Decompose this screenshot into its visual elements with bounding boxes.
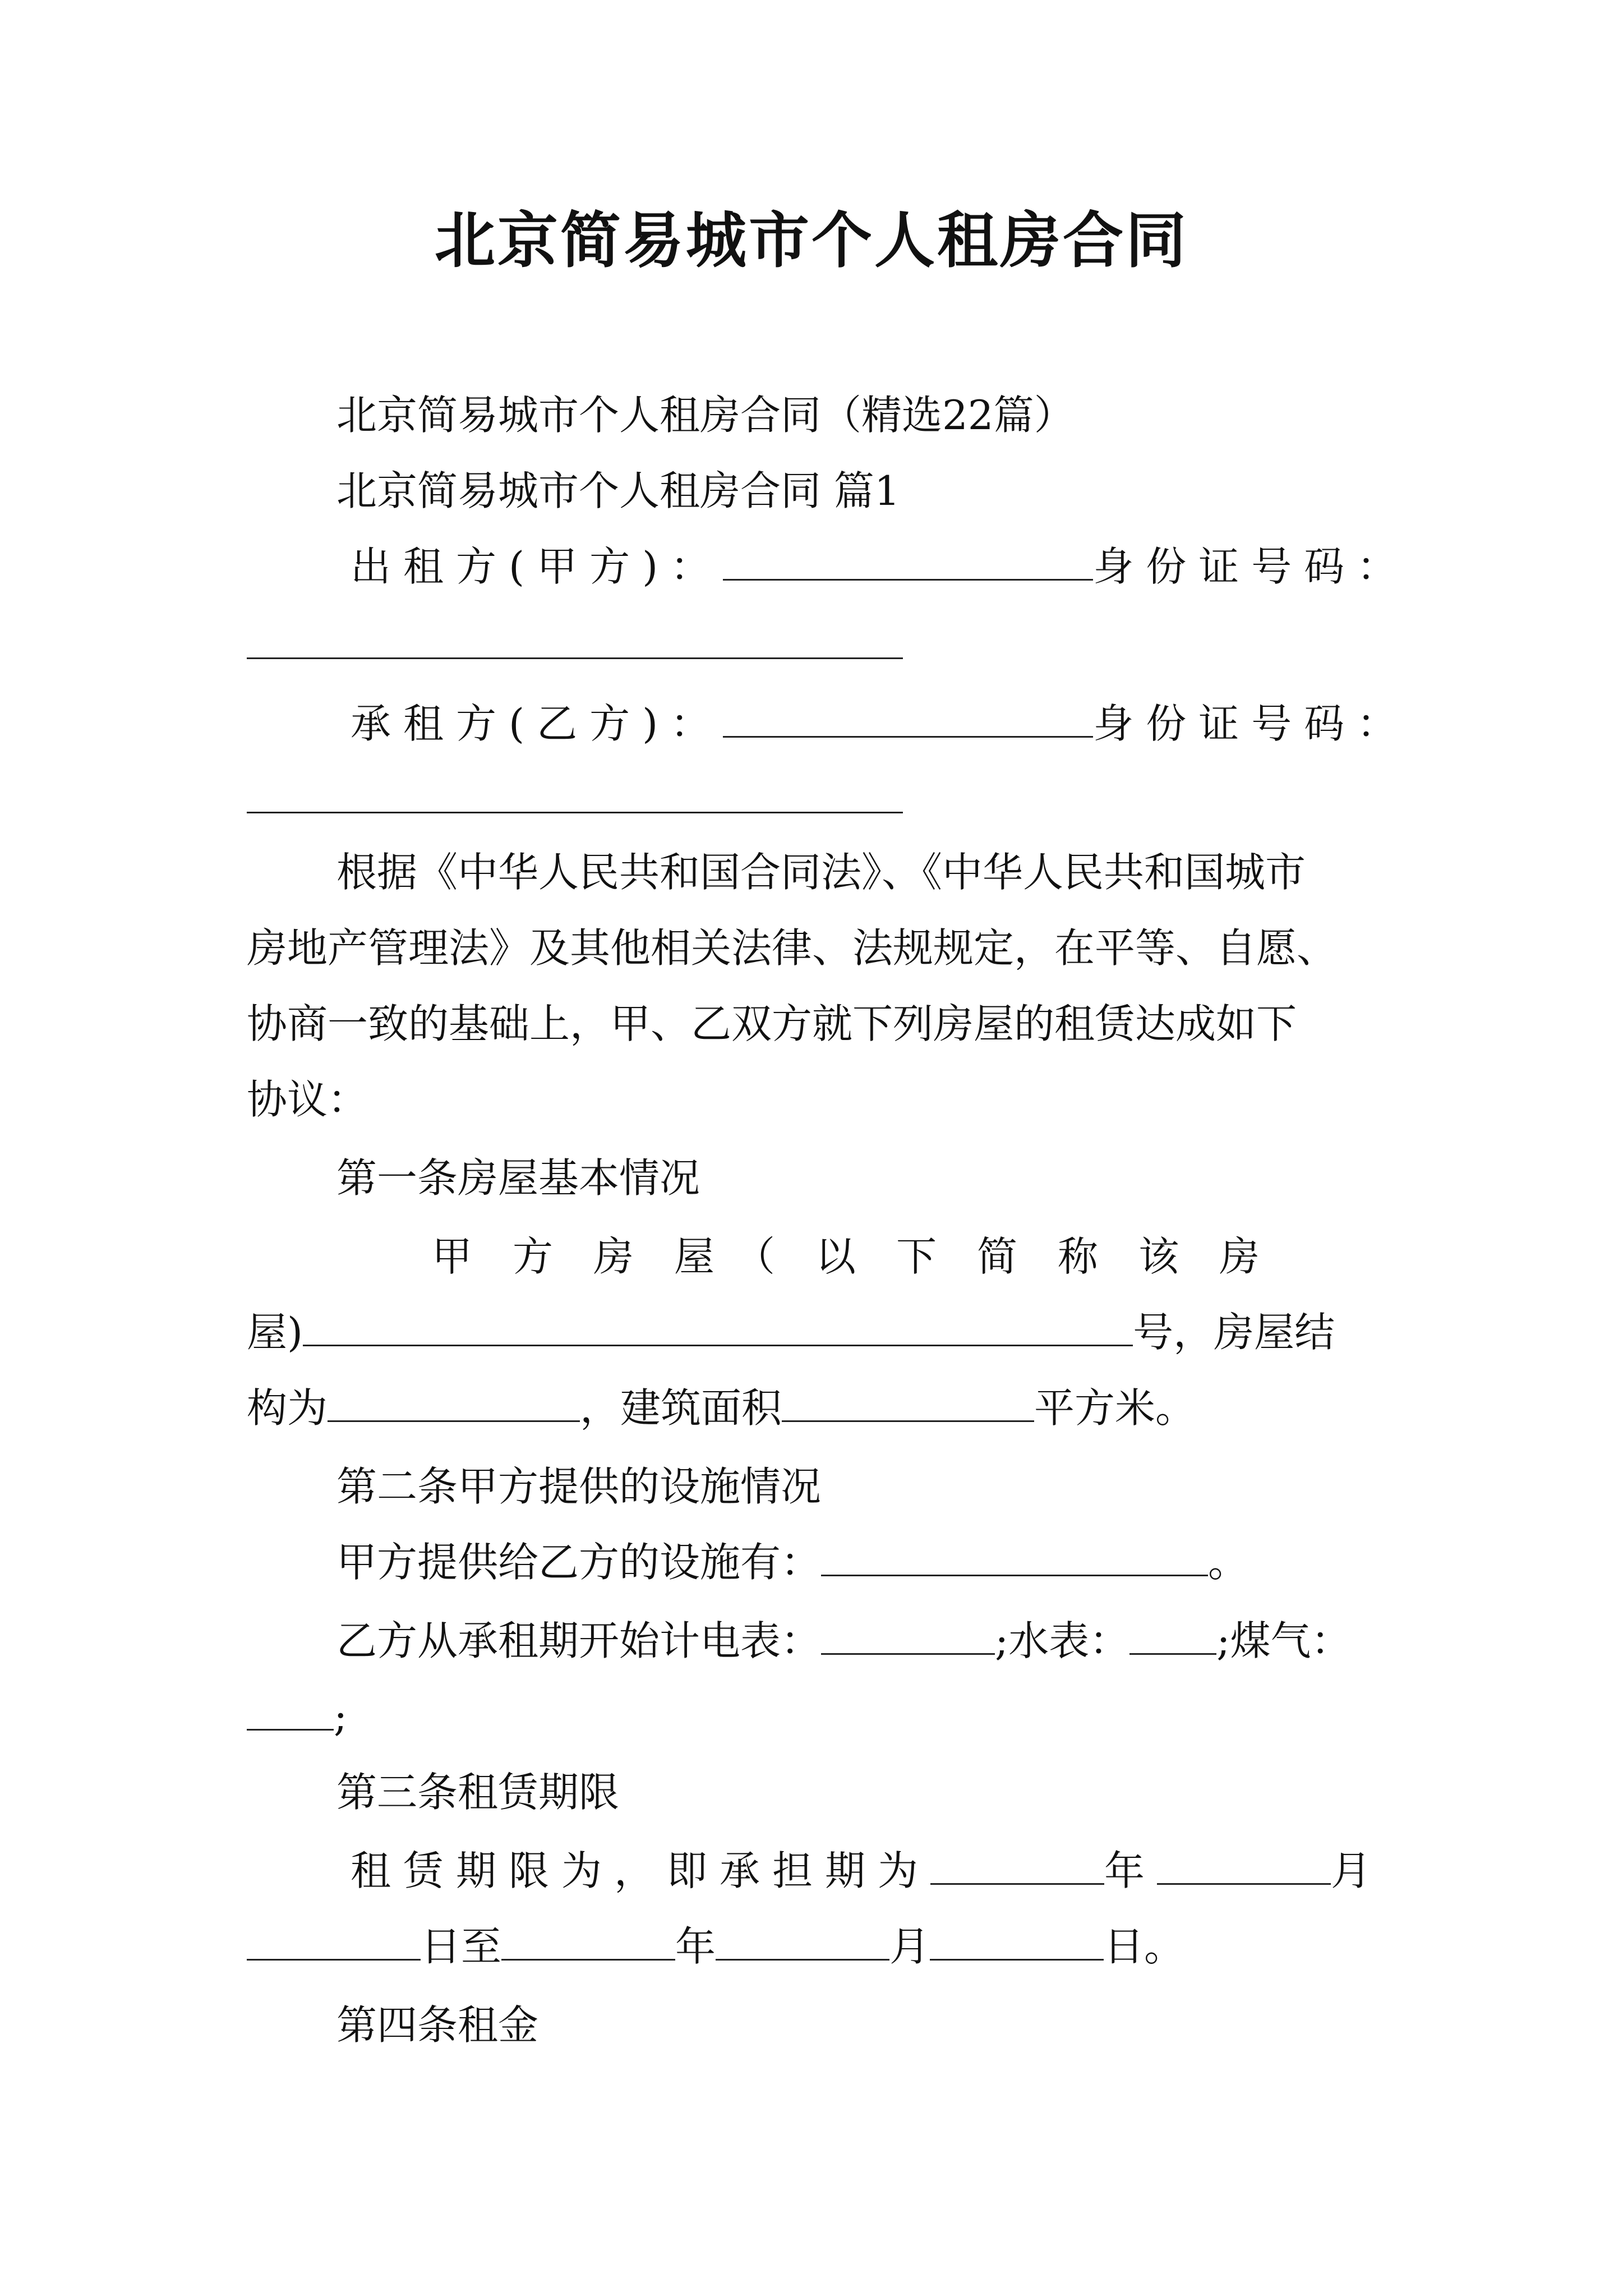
end-month-blank <box>716 1922 889 1961</box>
preamble-line-1: 根据《中华人民共和国合同法》、《中华人民共和国城市 <box>336 849 1306 896</box>
facilities-end: 。 <box>1208 1539 1249 1586</box>
article-2-line-3 <box>247 1688 347 1745</box>
article-3-line-1 <box>351 1843 1384 1899</box>
start-year-blank <box>930 1846 1104 1885</box>
start-year-label: 年 <box>1104 1847 1158 1894</box>
start-day-label: 日至 <box>421 1923 502 1970</box>
article-1-line-2 <box>247 1304 1335 1360</box>
structure-label: 构为 <box>247 1384 328 1432</box>
article-1-line-3 <box>247 1380 1196 1436</box>
party-a-id-row <box>247 617 903 673</box>
party-b-id-row <box>247 771 903 827</box>
end-day-blank <box>930 1922 1104 1961</box>
article-4-title: 第四条租金 <box>336 2001 539 2049</box>
article-1-suffix: 号，房屋结 <box>1133 1309 1335 1356</box>
subtitle: 北京简易城市个人租房合同（精选22篇） <box>336 392 1075 439</box>
end-month-label: 月 <box>889 1923 930 1970</box>
party-b-row <box>351 696 1409 752</box>
area-unit: 平方米。 <box>1034 1384 1196 1432</box>
party-b-label: 承租方(乙方)： <box>351 700 723 747</box>
party-b-id-blank <box>247 775 903 813</box>
article-3-line-2 <box>247 1918 1184 1975</box>
address-blank <box>303 1308 1133 1346</box>
party-a-row <box>351 539 1409 595</box>
facilities-blank <box>821 1538 1208 1576</box>
water-blank <box>1129 1616 1216 1655</box>
article-3-title: 第三条租赁期限 <box>336 1769 620 1816</box>
electric-blank <box>821 1616 995 1655</box>
party-b-blank <box>723 699 1093 738</box>
gas-blank <box>247 1692 334 1731</box>
chapter-heading: 北京简易城市个人租房合同 篇1 <box>336 467 900 514</box>
facilities-label: 甲方提供给乙方的设施有： <box>336 1539 822 1586</box>
end-year-blank <box>501 1922 675 1961</box>
term-label: 租赁期限为，即承担期为 <box>351 1847 931 1894</box>
party-a-id-label: 身份证号码： <box>1093 543 1410 590</box>
article-1-line-1: 甲 方 房 屋 （ 以 下 简 称 该 房 <box>432 1233 1260 1280</box>
party-b-id-label: 身份证号码： <box>1093 700 1410 747</box>
article-1-prefix: 屋) <box>247 1309 303 1356</box>
end-day-label: 日。 <box>1104 1923 1185 1970</box>
gas-label: ;煤气： <box>1216 1617 1352 1664</box>
preamble-line-2: 房地产管理法》及其他相关法律、法规规定，在平等、自愿、 <box>247 924 1338 972</box>
preamble-line-4: 协议： <box>247 1076 368 1123</box>
party-a-label: 出租方(甲方)： <box>351 543 723 590</box>
party-a-blank <box>723 542 1093 581</box>
preamble-line-3: 协商一致的基础上，甲、乙双方就下列房屋的租赁达成如下 <box>247 1000 1297 1047</box>
article-2-title: 第二条甲方提供的设施情况 <box>336 1463 822 1510</box>
area-label: ，建筑面积 <box>580 1384 782 1432</box>
area-blank <box>782 1383 1034 1422</box>
article-1-title: 第一条房屋基本情况 <box>336 1154 700 1202</box>
water-label: ;水表： <box>995 1617 1130 1664</box>
article-2-line-2 <box>336 1613 1352 1669</box>
structure-blank <box>328 1383 580 1422</box>
party-a-id-blank <box>247 620 903 659</box>
gas-end: ; <box>334 1693 348 1740</box>
article-2-line-1 <box>336 1534 1248 1590</box>
start-day-blank <box>247 1922 421 1961</box>
document-title: 北京简易城市个人租房合同 <box>434 206 1188 276</box>
start-month-blank <box>1157 1846 1331 1885</box>
electric-label: 乙方从承租期开始计电表： <box>336 1617 822 1664</box>
end-year-label: 年 <box>675 1923 716 1970</box>
start-month-label: 月 <box>1331 1847 1384 1894</box>
